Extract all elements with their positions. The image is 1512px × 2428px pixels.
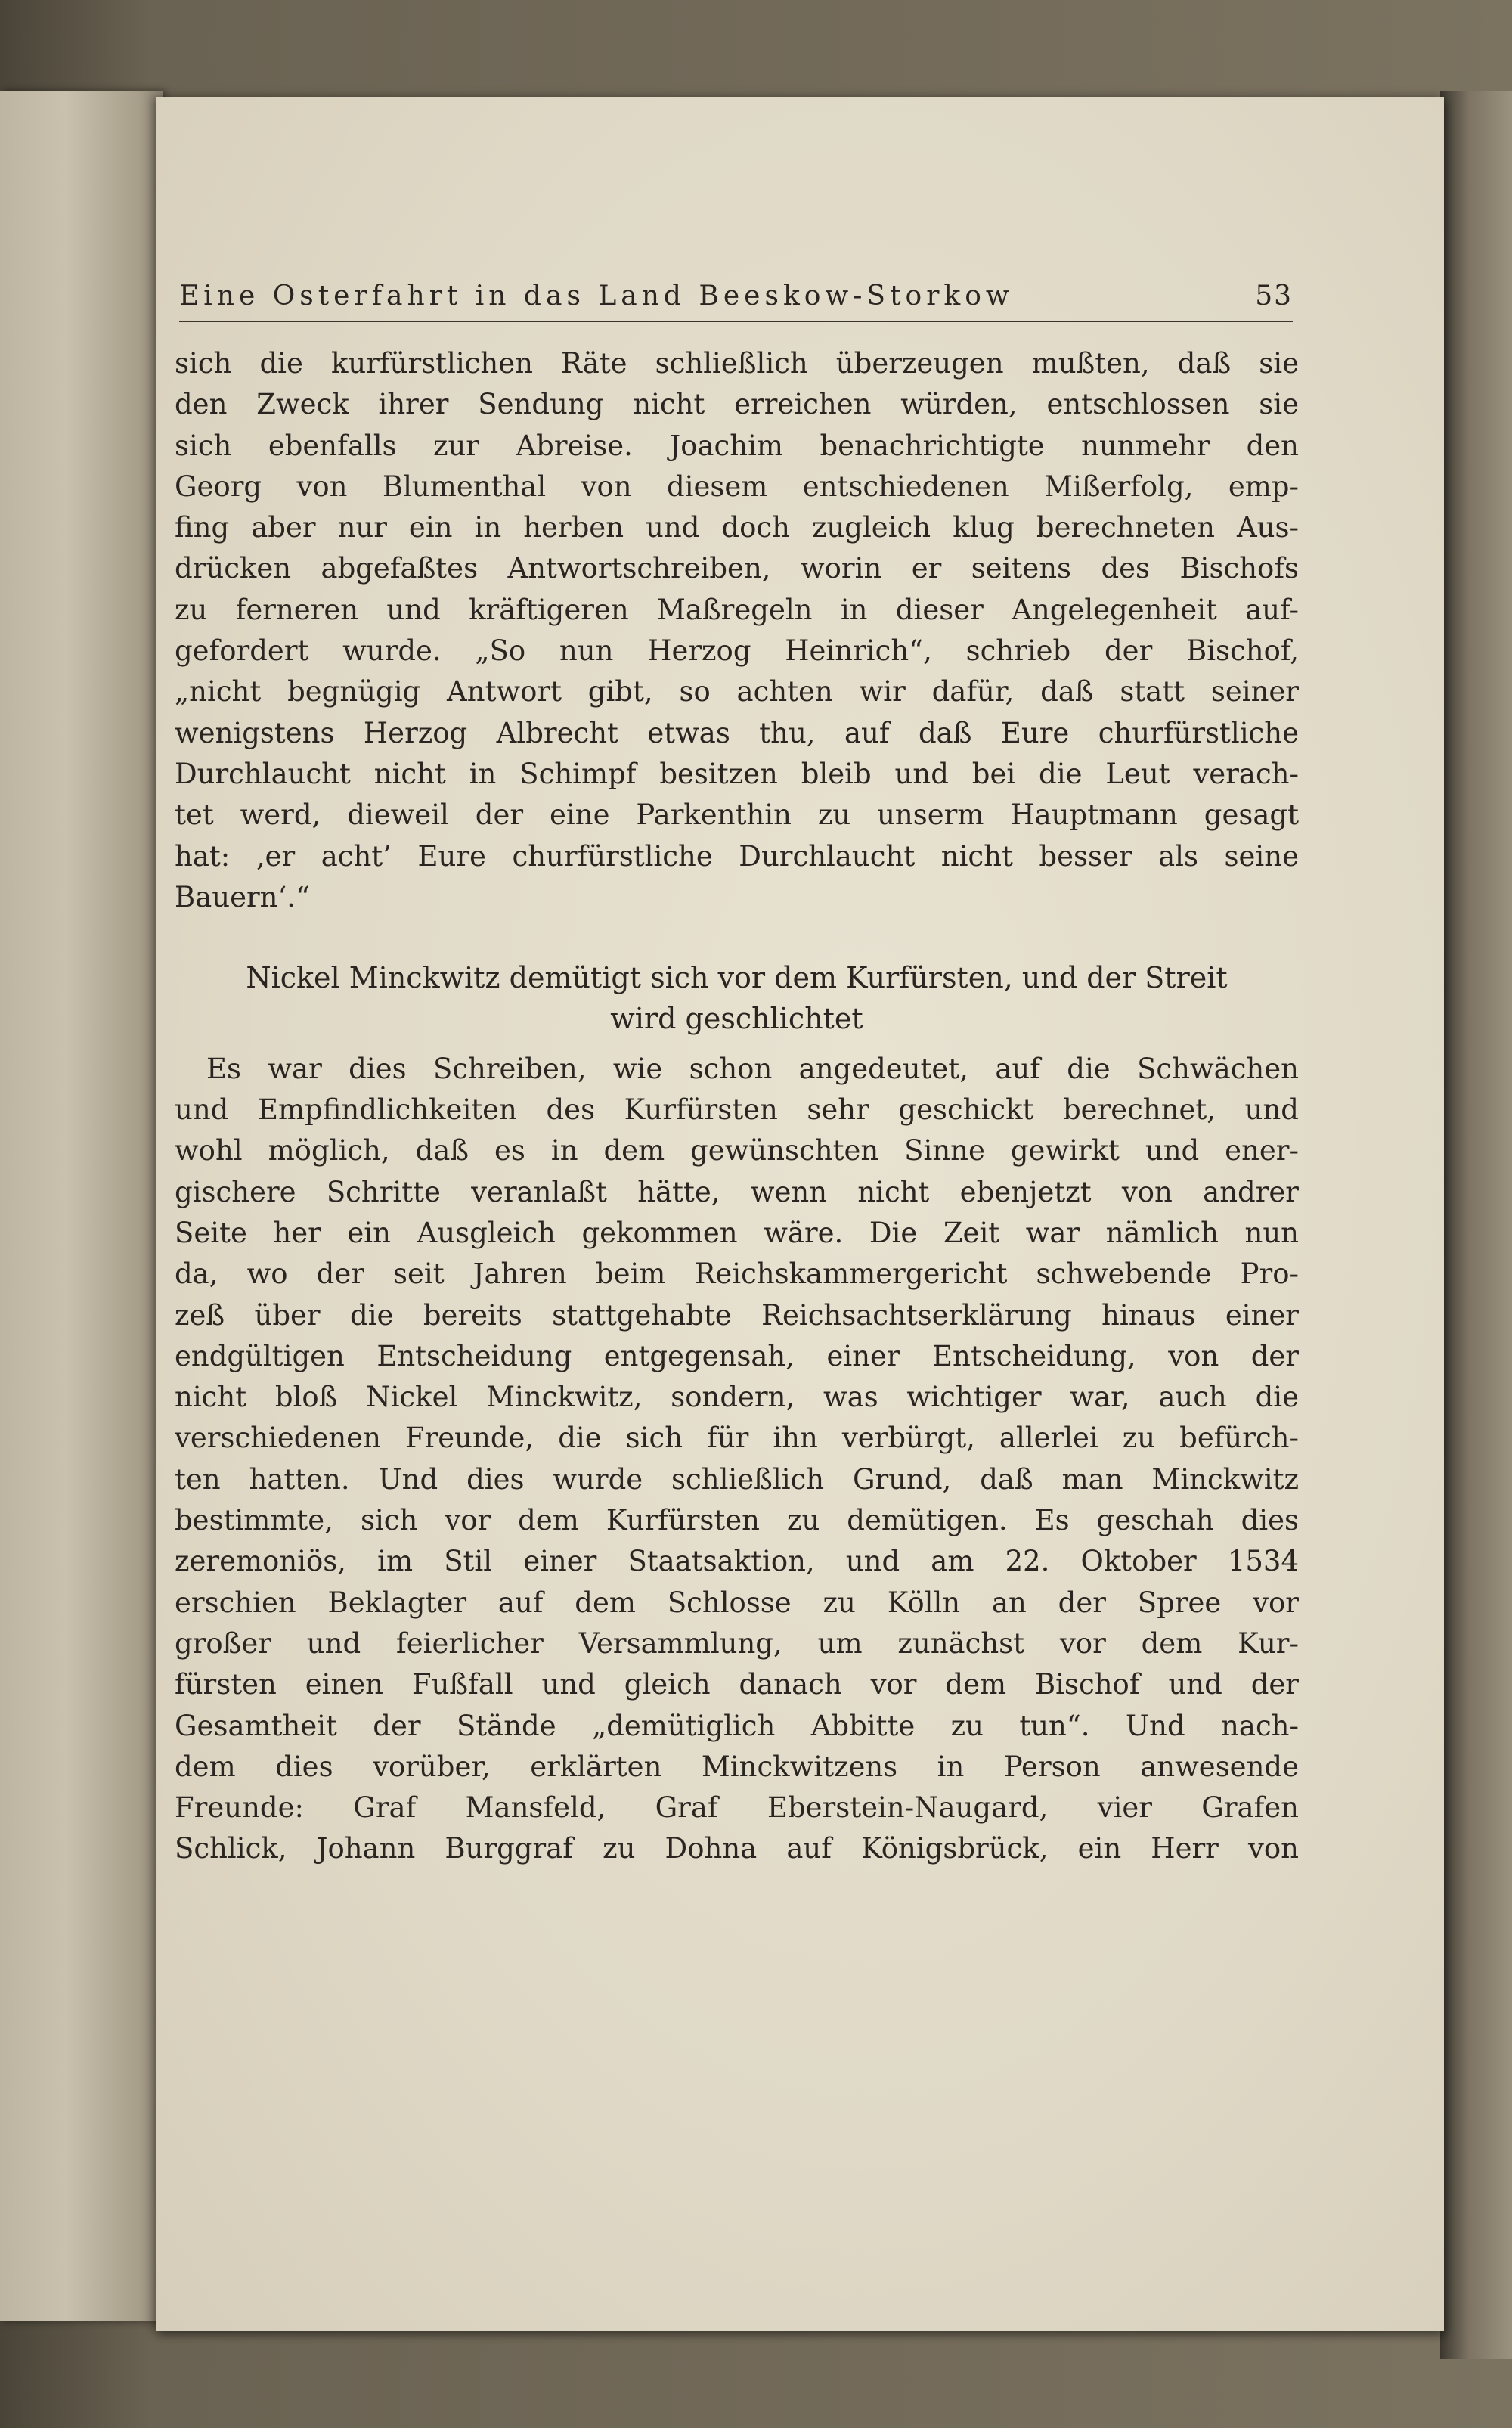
text-line: und Empfindlichkeiten des Kurfürsten sehr geschickt berechnet, und bbox=[175, 1093, 1299, 1127]
book-page bbox=[156, 97, 1444, 2331]
text-line: zeremoniös, im Stil einer Staatsaktion, und am 22. Oktober 1534 bbox=[175, 1545, 1299, 1578]
text-line: fing aber nur ein in herben und doch zugleich klug berechneten Aus- bbox=[175, 511, 1299, 544]
text-line: hat: ‚er acht’ Eure churfürstliche Durchlaucht nicht besser als seine bbox=[175, 839, 1299, 873]
running-title: Eine Osterfahrt in das Land Beeskow-Storkow bbox=[179, 281, 1014, 312]
text-line: Es war dies Schreiben, wie schon angedeutet, auf die Schwächen bbox=[206, 1052, 1299, 1085]
text-line: sich ebenfalls zur Abreise. Joachim benachrichtigte nunmehr den bbox=[175, 429, 1299, 462]
text-line: Gesamtheit der Stände „demütiglich Abbitte zu tun“. Und nach- bbox=[175, 1709, 1299, 1742]
text-line: nicht bloß Nickel Minckwitz, sondern, was wichtiger war, auch die bbox=[175, 1381, 1299, 1414]
text-line: erschien Beklagter auf dem Schlosse zu Kölln an der Spree vor bbox=[175, 1586, 1299, 1619]
text-line: „nicht begnügig Antwort gibt, so achten wir dafür, daß statt seiner bbox=[175, 675, 1299, 709]
facing-page-edge bbox=[0, 91, 163, 2321]
text-line: verschiedenen Freunde, die sich für ihn verbürgt, allerlei zu befürch- bbox=[175, 1422, 1299, 1455]
text-line: da, wo der seit Jahren beim Reichskammergericht schwebende Pro- bbox=[175, 1257, 1299, 1291]
text-line: wohl möglich, daß es in dem gewünschten Sinne gewirkt und ener- bbox=[175, 1134, 1299, 1167]
paragraph-1 bbox=[175, 343, 1299, 918]
text-line: dem dies vorüber, erklärten Minckwitzens in Person anwesende bbox=[175, 1750, 1299, 1783]
text-line: zeß über die bereits stattgehabte Reichsachtserklärung hinaus einer bbox=[175, 1298, 1299, 1332]
text-line: bestimmte, sich vor dem Kurfürsten zu demütigen. Es geschah dies bbox=[175, 1504, 1299, 1537]
section-heading bbox=[175, 953, 1299, 1035]
text-line: gischere Schritte veranlaßt hätte, wenn nicht ebenjetzt von andrer bbox=[175, 1175, 1299, 1208]
text-line: Bauern‘.“ bbox=[175, 880, 310, 913]
text-line: gefordert wurde. „So nun Herzog Heinrich“, schrieb der Bischof, bbox=[175, 634, 1299, 668]
text-line: zu ferneren und kräftigeren Maßregeln in dieser Angelegenheit auf- bbox=[175, 593, 1299, 626]
heading-line: wird geschlichtet bbox=[610, 1002, 863, 1035]
text-line: den Zweck ihrer Sendung nicht erreichen würden, entschlossen sie bbox=[175, 388, 1299, 421]
text-line: ten hatten. Und dies wurde schließlich Grund, daß man Minckwitz bbox=[175, 1462, 1299, 1496]
text-line: tet werd, dieweil der eine Parkenthin zu unserm Hauptmann gesagt bbox=[175, 798, 1299, 832]
text-line: endgültigen Entscheidung entgegensah, einer Entscheidung, von der bbox=[175, 1339, 1299, 1372]
text-line: fürsten einen Fußfall und gleich danach vor dem Bischof und der bbox=[175, 1668, 1299, 1701]
text-block bbox=[175, 281, 1299, 1870]
paragraph-2 bbox=[175, 1049, 1299, 1870]
text-line: wenigstens Herzog Albrecht etwas thu, auf daß Eure churfürstliche bbox=[175, 716, 1299, 749]
running-head bbox=[179, 281, 1293, 322]
text-line: Seite her ein Ausgleich gekommen wäre. Die Zeit war nämlich nun bbox=[175, 1216, 1299, 1249]
text-line: Schlick, Johann Burggraf zu Dohna auf Königsbrück, ein Herr von bbox=[175, 1832, 1299, 1865]
heading-line: Nickel Minckwitz demütigt sich vor dem Kurfürsten, und der Streit bbox=[246, 961, 1228, 994]
text-line: sich die kurfürstlichen Räte schließlich überzeugen mußten, daß sie bbox=[175, 347, 1299, 380]
page-number: 53 bbox=[1255, 281, 1293, 312]
book-edge bbox=[1440, 91, 1512, 2359]
text-line: drücken abgefaßtes Antwortschreiben, worin er seitens des Bischofs bbox=[175, 552, 1299, 585]
text-line: Georg von Blumenthal von diesem entschiedenen Mißerfolg, emp- bbox=[175, 470, 1299, 503]
text-line: Durchlaucht nicht in Schimpf besitzen bleib und bei die Leut verach- bbox=[175, 757, 1299, 790]
text-line: Freunde: Graf Mansfeld, Graf Eberstein-Naugard, vier Grafen bbox=[175, 1791, 1299, 1825]
text-line: großer und feierlicher Versammlung, um zunächst vor dem Kur- bbox=[175, 1626, 1299, 1660]
